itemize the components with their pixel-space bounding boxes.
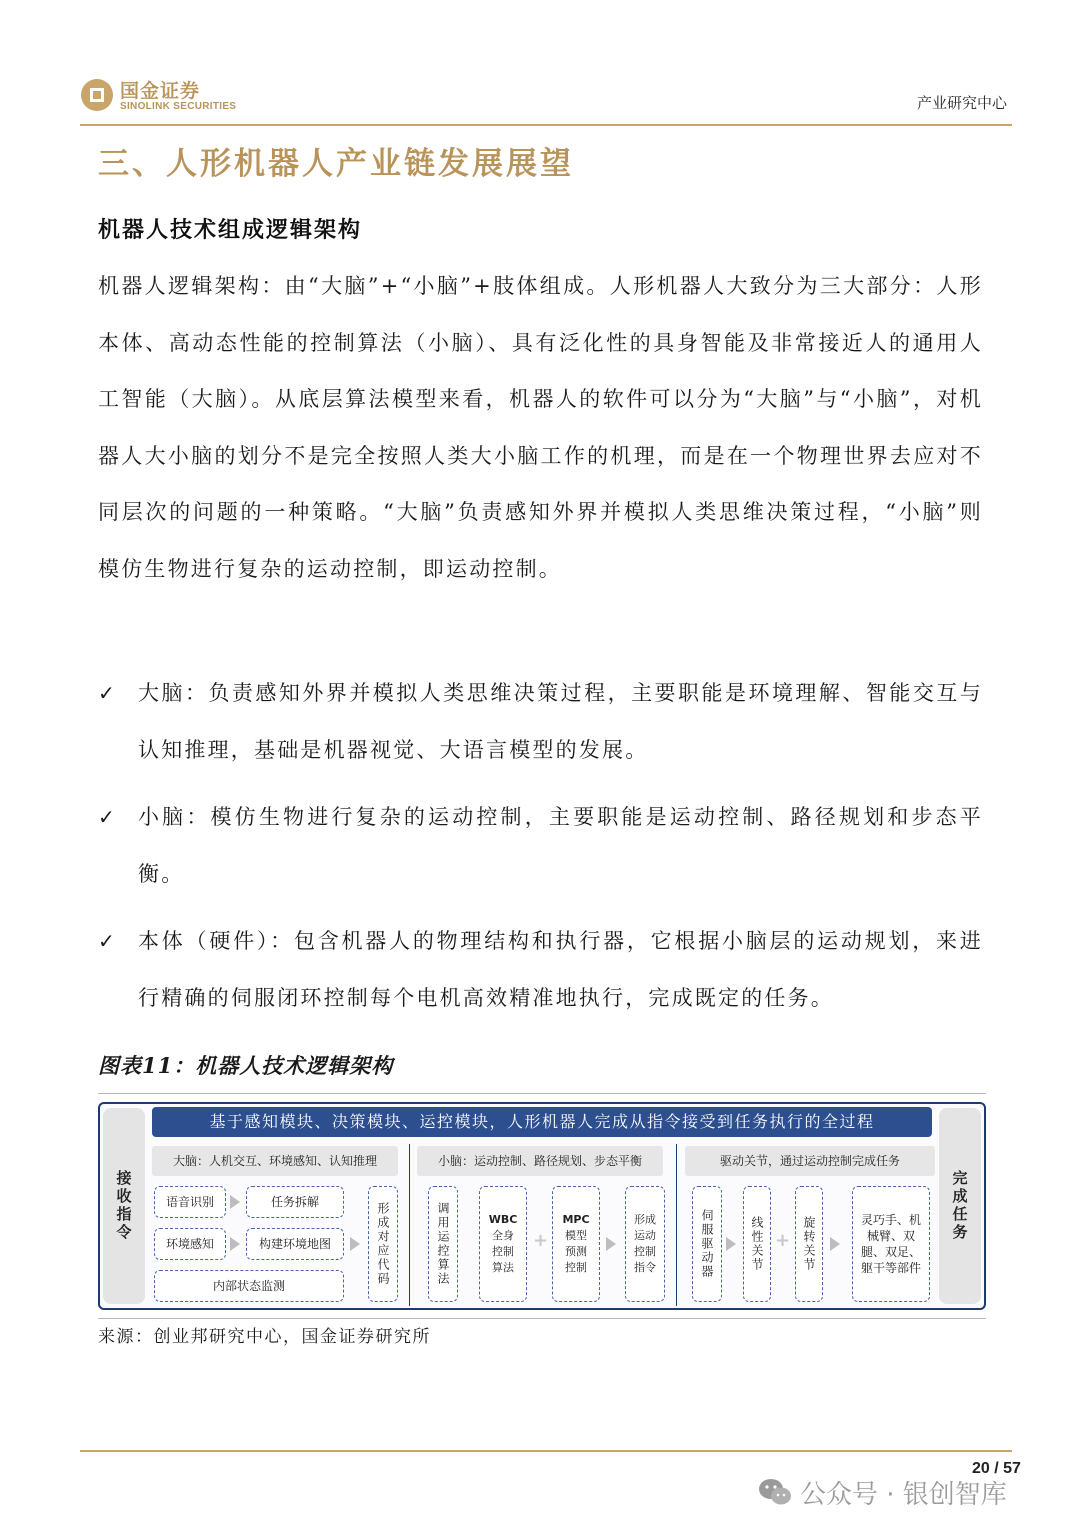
bullet-body-hardware — [98, 913, 983, 1027]
diagram-banner: 基于感知模块、决策模块、运控模块，人形机器人完成从指令接受到任务执行的全过程 — [152, 1107, 932, 1137]
arrow-right-icon — [350, 1237, 360, 1251]
arrow-right-icon — [230, 1237, 240, 1251]
complete-task-label: 完成任务 — [950, 1170, 969, 1242]
mpc-desc: 模型预测控制 — [565, 1229, 587, 1274]
body-paragraph: 机器人逻辑架构：由“大脑”+“小脑”+肢体组成。人形机器人大致分为三大部分：人形本体、高动态性能的控制算法（小脑）、具有泛化性的具身智能及非常接近人的通用人工智能（大脑）。从底层算法模型来看，机器人的软件可以分为“大脑”与“小脑”，对机器人大小脑的划分不是完全按照人类大小脑工作的机理，而是在一个物理世界去应对不同层次的问题的一种策略。“大脑”负责感知外界并模拟人类思维决策过程，“小脑”则模仿生物进行复杂的运动控制，即运动控制。 — [98, 274, 983, 581]
complete-task-box — [939, 1108, 981, 1304]
bullet-cerebellum — [98, 789, 983, 903]
arrow-right-icon — [606, 1237, 616, 1251]
linear-joint-box: 线性关节 — [743, 1186, 771, 1302]
speech-recognition-box: 语音识别 — [154, 1186, 226, 1218]
receive-command-label: 接收指令 — [114, 1170, 133, 1242]
mpc-title: MPC — [562, 1213, 590, 1226]
logo-company-name-en: SINOLINK SECURITIES — [120, 101, 237, 112]
arrow-right-icon — [230, 1195, 240, 1209]
arrow-right-icon — [830, 1237, 840, 1251]
bullet-text: 大脑：负责感知外界并模拟人类思维决策过程，主要职能是环境理解、智能交互与认知推理，基础是机器视觉、大语言模型的发展。 — [138, 681, 983, 762]
logo-company-name: 国金证券 — [120, 80, 201, 102]
environment-sense-box: 环境感知 — [154, 1228, 226, 1260]
motion-command-label: 形成运动控制指令 — [634, 1213, 656, 1274]
cerebellum-header: 小脑：运动控制、路径规划、步态平衡 — [417, 1146, 663, 1176]
header-divider — [80, 124, 1012, 126]
subsection-title: 机器人技术组成逻辑架构 — [98, 217, 363, 243]
body-header: 驱动关节，通过运动控制完成任务 — [685, 1146, 935, 1176]
motion-command-box — [625, 1186, 665, 1302]
figure-top-rule — [98, 1093, 986, 1094]
wbc-desc: 全身控制算法 — [492, 1229, 514, 1274]
rotary-joint-box: 旋转关节 — [795, 1186, 823, 1302]
column-separator — [676, 1144, 677, 1306]
department-label: 产业研究中心 — [916, 94, 1007, 112]
internal-state-box: 内部状态监测 — [154, 1270, 344, 1302]
column-separator — [409, 1144, 410, 1306]
checkmark-icon: ✓ — [98, 929, 117, 953]
mpc-box — [552, 1186, 600, 1302]
figure-caption: 图表11：机器人技术逻辑架构 — [98, 1053, 394, 1078]
plus-icon: + — [533, 1230, 549, 1251]
bullet-text: 本体（硬件）：包含机器人的物理结构和执行器，它根据小脑层的运动规划，来进行精确的伺服闭环控制每个电机高效精准地执行，完成既定的任务。 — [138, 929, 983, 1010]
footer-divider — [80, 1450, 1012, 1452]
bullet-text: 小脑：模仿生物进行复杂的运动控制，主要职能是运动控制、路径规划和步态平衡。 — [138, 805, 983, 886]
company-logo-icon — [80, 78, 114, 112]
page-number: 20 / 57 — [972, 1460, 1021, 1477]
wbc-box — [479, 1186, 527, 1302]
bullet-brain — [98, 665, 983, 779]
receive-command-box — [103, 1108, 145, 1304]
figure-bottom-rule — [98, 1318, 986, 1319]
arrow-right-icon — [726, 1237, 736, 1251]
form-code-box: 形成对应代码 — [368, 1186, 398, 1302]
wechat-icon — [758, 1477, 792, 1507]
servo-driver-box: 伺服驱动器 — [692, 1186, 722, 1302]
watermark-text: 公众号 · 银创智库 — [800, 1480, 1007, 1510]
wbc-title: WBC — [488, 1213, 518, 1226]
checkmark-icon: ✓ — [98, 681, 117, 705]
task-split-box: 任务拆解 — [246, 1186, 344, 1218]
parts-box: 灵巧手、机械臂、双腿、双足、躯干等部件 — [852, 1186, 930, 1302]
checkmark-icon: ✓ — [98, 805, 117, 829]
brain-header: 大脑：人机交互、环境感知、认知推理 — [152, 1146, 398, 1176]
architecture-diagram — [98, 1102, 986, 1310]
build-map-box: 构建环境地图 — [246, 1228, 344, 1260]
figure-source: 来源：创业邦研究中心，国金证券研究所 — [98, 1327, 431, 1347]
call-algorithm-box: 调用运控算法 — [428, 1186, 458, 1302]
plus-icon: + — [775, 1230, 791, 1251]
section-title: 三、人形机器人产业链发展展望 — [98, 146, 574, 182]
